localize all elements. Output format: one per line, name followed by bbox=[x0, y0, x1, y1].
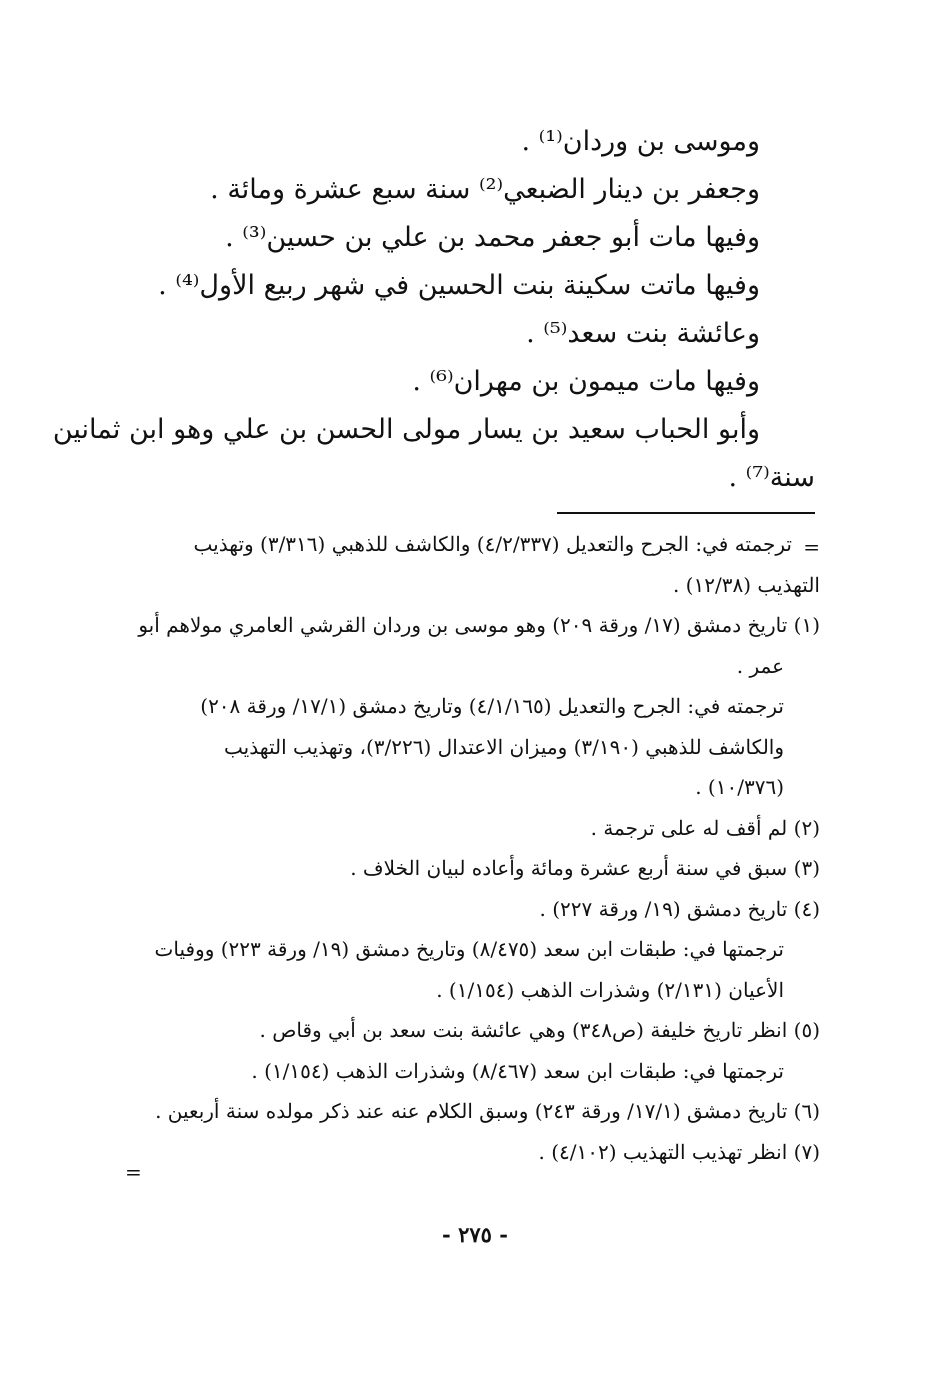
footnote-line: (١) تاريخ دمشق (١٧/ ورقة ٢٠٩) وهو موسى بن وردان القرشي العامري مولاهم أبو bbox=[138, 613, 820, 637]
main-line-8: سنة⁽⁷⁾ . bbox=[728, 462, 815, 493]
footnote-line: التهذيب (١٢/٣٨) . bbox=[672, 572, 820, 597]
footnote-line: (٦) تاريخ دمشق (١٧/١/ ورقة ٢٤٣) وسبق الكلام عنه عند ذكر مولده سنة أربعين . bbox=[155, 1099, 820, 1123]
footnote-line: ترجمته في: الجرح والتعديل (٤/١/١٦٥) وتاريخ دمشق (١٧/١/ ورقة ٢٠٨) bbox=[200, 694, 784, 718]
main-line-1: وموسى بن وردان⁽¹⁾ . bbox=[521, 126, 760, 157]
footnote-line: ترجمتها في: طبقات ابن سعد (٨/٤٧٥) وتاريخ دمشق (١٩/ ورقة ٢٢٣) ووفيات bbox=[154, 937, 784, 961]
footnote-line: عمر . bbox=[736, 653, 784, 678]
main-line-2: وجعفر بن دينار الضبعي⁽²⁾ سنة سبع عشرة ومائة . bbox=[210, 174, 760, 205]
footnote-line: (٧) انظر تهذيب التهذيب (٤/١٠٢) . bbox=[538, 1139, 820, 1164]
page-number: - ٢٧٥ - bbox=[442, 1222, 508, 1247]
footnote-line: ترجمته في: الجرح والتعديل (٤/٢/٣٣٧) والكاشف للذهبي (٣/٣١٦) وتهذيب bbox=[193, 532, 792, 556]
footnote-line: ترجمتها في: طبقات ابن سعد (٨/٤٦٧) وشذرات الذهب (١/١٥٤) . bbox=[251, 1058, 784, 1083]
footnote-line: (٤) تاريخ دمشق (١٩/ ورقة ٢٢٧) . bbox=[539, 896, 820, 921]
footnote-line: والكاشف للذهبي (٣/١٩٠) وميزان الاعتدال (٣/٢٢٦)، وتهذيب التهذيب bbox=[224, 734, 784, 759]
footnote-line: الأعيان (٢/١٣١) وشذرات الذهب (١/١٥٤) . bbox=[436, 977, 784, 1002]
footnote-line: (٣) سبق في سنة أربع عشرة ومائة وأعاده لبيان الخلاف . bbox=[350, 856, 820, 880]
main-line-3: وفيها مات أبو جعفر محمد بن علي بن حسين⁽³⁾ . bbox=[225, 222, 760, 253]
main-line-4: وفيها ماتت سكينة بنت الحسين في شهر ربيع الأول⁽⁴⁾ . bbox=[158, 270, 760, 301]
main-line-6: وفيها مات ميمون بن مهران⁽⁶⁾ . bbox=[412, 366, 760, 397]
main-line-5: وعائشة بنت سعد⁽⁵⁾ . bbox=[526, 318, 760, 349]
main-line-7: وأبو الحباب سعيد بن يسار مولى الحسن بن علي وهو ابن ثمانين bbox=[52, 414, 760, 445]
footnotes-block bbox=[130, 524, 820, 1172]
footnote-separator-rule bbox=[557, 512, 815, 514]
footnote-line: (١٠/٣٧٦) . bbox=[695, 775, 784, 799]
footnote-continues-next-mark: = bbox=[125, 1160, 142, 1184]
footnote-continued-from-previous-mark: = bbox=[803, 535, 820, 559]
main-text-block bbox=[52, 118, 815, 502]
footnote-line: (٥) انظر تاريخ خليفة (ص٣٤٨) وهي عائشة بنت سعد بن أبي وقاص . bbox=[259, 1018, 820, 1042]
footnote-line: (٢) لم أقف له على ترجمة . bbox=[590, 815, 820, 840]
